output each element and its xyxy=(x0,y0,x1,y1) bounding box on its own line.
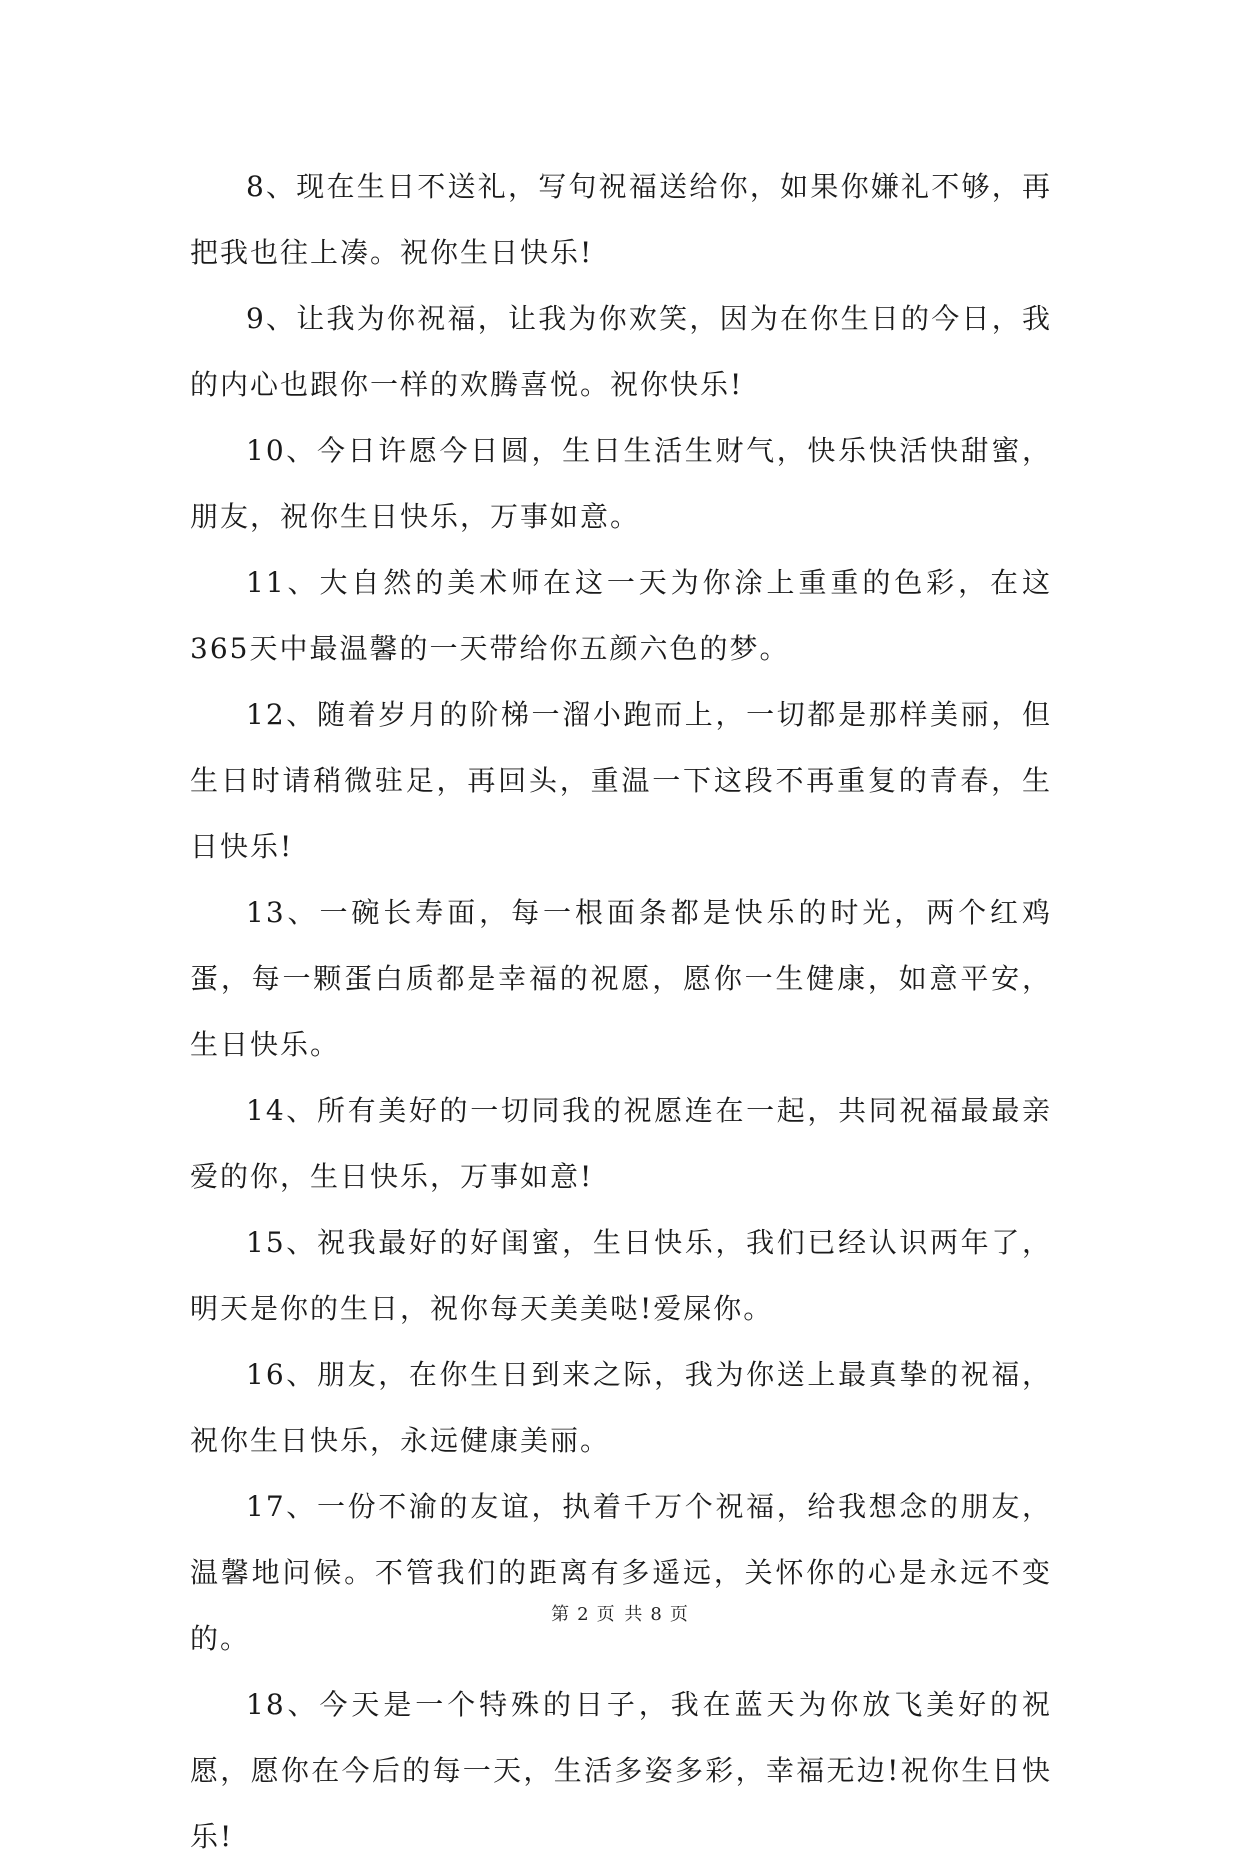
paragraph-16: 16、朋友，在你生日到来之际，我为你送上最真挚的祝福，祝你生日快乐，永远健康美丽。 xyxy=(190,1358,1052,1457)
page-footer xyxy=(0,1600,1241,1626)
paragraph-17: 17、一份不渝的友谊，执着千万个祝福，给我想念的朋友，温馨地问候。不管我们的距离有多遥远，关怀你的心是永远不变的。 xyxy=(190,1490,1052,1655)
page-label-prefix: 第 xyxy=(551,1604,572,1625)
paragraph-18: 18、今天是一个特殊的日子，我在蓝天为你放飞美好的祝愿，愿你在今后的每一天，生活多姿多彩，幸福无边!祝你生日快乐! xyxy=(190,1688,1052,1853)
paragraph-11: 11、大自然的美术师在这一天为你涂上重重的色彩，在这365天中最温馨的一天带给你五颜六色的梦。 xyxy=(190,566,1052,665)
paragraph-8: 8、现在生日不送礼，写句祝福送给你，如果你嫌礼不够，再把我也往上凑。祝你生日快乐! xyxy=(190,170,1052,269)
page-label-suffix: 页 xyxy=(669,1604,690,1625)
paragraph-15: 15、祝我最好的好闺蜜，生日快乐，我们已经认识两年了，明天是你的生日，祝你每天美美哒!爱屎你。 xyxy=(190,1226,1052,1325)
paragraph-12: 12、随着岁月的阶梯一溜小跑而上，一切都是那样美丽，但生日时请稍微驻足，再回头，重温一下这段不再重复的青春，生日快乐! xyxy=(190,698,1052,863)
total-pages-number: 8 xyxy=(650,1604,664,1625)
paragraph-14: 14、所有美好的一切同我的祝愿连在一起，共同祝福最最亲爱的你，生日快乐，万事如意! xyxy=(190,1094,1052,1193)
paragraph-10: 10、今日许愿今日圆，生日生活生财气，快乐快活快甜蜜，朋友，祝你生日快乐，万事如意。 xyxy=(190,434,1052,533)
page-label-mid: 页 共 xyxy=(596,1604,645,1625)
current-page-number: 2 xyxy=(577,1604,591,1625)
paragraph-13: 13、一碗长寿面，每一根面条都是快乐的时光，两个红鸡蛋，每一颗蛋白质都是幸福的祝愿，愿你一生健康，如意平安，生日快乐。 xyxy=(190,896,1052,1061)
paragraph-9: 9、让我为你祝福，让我为你欢笑，因为在你生日的今日，我的内心也跟你一样的欢腾喜悦。祝你快乐! xyxy=(190,302,1052,401)
